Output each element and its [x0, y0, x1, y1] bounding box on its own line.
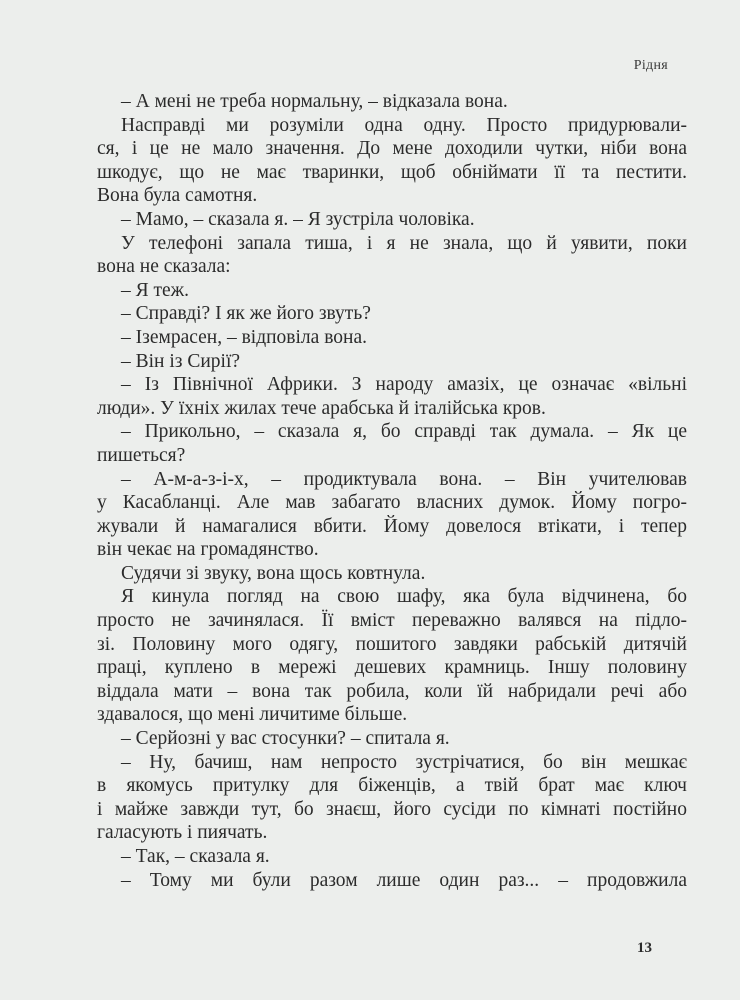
- text-line: він чекає на громадянство.: [97, 539, 319, 561]
- text-line: шкодує, що не має тваринки, щоб обніймати її та пестити.: [97, 161, 687, 183]
- page-number: 13: [637, 940, 652, 956]
- text-line: – Ну, бачиш, нам непросто зустрічатися, бо він мешкає: [121, 751, 687, 773]
- text-line: здавалося, що мені личитиме більше.: [97, 704, 408, 726]
- text-line: – Тому ми були разом лише один раз... – продовжила: [121, 869, 687, 891]
- text-line: жували й намагалися вбити. Йому довелося втікати, і тепер: [97, 515, 687, 537]
- text-line: – Мамо, – сказала я. – Я зустріла чоловіка.: [121, 208, 475, 230]
- text-line: Вона була самотня.: [97, 185, 258, 207]
- text-line: і майже завжди тут, бо знаєш, його сусіди по кімнаті постійно: [97, 798, 687, 820]
- text-line: праці, куплено в мережі дешевих крамниць. Іншу половину: [97, 657, 687, 679]
- text-line: у Касабланці. Але мав забагато власних думок. Йому погро-: [97, 492, 687, 514]
- text-line: – А-м-а-з-і-х, – продиктувала вона. – Він учителював: [121, 468, 687, 490]
- text-line: – Він із Сирії?: [121, 350, 241, 372]
- text-line: – Так, – сказала я.: [121, 846, 270, 867]
- text-line: пишеться?: [97, 444, 186, 466]
- text-line: – Серйозні у вас стосунки? – спитала я.: [121, 728, 450, 750]
- text-line: зі. Половину мого одягу, пошитого завдяки рабській дитячій: [97, 633, 687, 655]
- text-line: віддала мати – вона так робила, коли їй набридали речі або: [97, 680, 687, 702]
- text-line: Я кинула погляд на свою шафу, яка була відчинена, бо: [121, 586, 687, 608]
- text-line: ся, і це не мало значення. До мене доходили чутки, ніби вона: [97, 138, 687, 160]
- text-line: – А мені не треба нормальну, – відказала вона.: [121, 91, 508, 112]
- text-line: галасують і пиячать.: [97, 822, 268, 844]
- text-line: вона не сказала:: [97, 256, 231, 278]
- running-head: Рідня: [633, 58, 668, 73]
- text-line: – Прикольно, – сказала я, бо справді так думала. – Як це: [121, 421, 687, 443]
- text-line: люди». У їхніх жилах тече арабська й італійська кров.: [97, 397, 546, 419]
- body-text: [97, 90, 687, 892]
- text-line: – Я теж.: [121, 279, 190, 301]
- text-line: просто не зачинялася. Її вміст переважно валявся на підло-: [97, 610, 687, 632]
- text-line: – Із Північної Африки. З народу амазіх, це означає «вільні: [121, 374, 687, 396]
- text-line: – Іземрасен, – відповіла вона.: [121, 326, 367, 348]
- text-line: – Справді? І як же його звуть?: [121, 303, 371, 325]
- text-line: Насправді ми розуміли одна одну. Просто придурювали-: [121, 114, 687, 136]
- text-line: в якомусь притулку для біженців, а твій брат має ключ: [97, 775, 687, 797]
- text-line: Судячи зі звуку, вона щось ковтнула.: [121, 562, 426, 584]
- text-line: У телефоні запала тиша, і я не знала, що й уявити, поки: [121, 232, 687, 254]
